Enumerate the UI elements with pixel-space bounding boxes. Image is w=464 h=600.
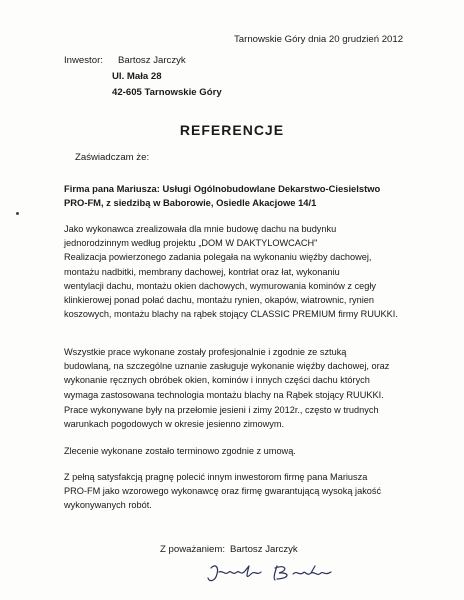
paragraph-scope [64,222,408,321]
text-line: koszowych, montażu blachy na rąbek stojący CLASSIC PREMIUM firmy RUUKKI. [64,309,398,320]
text-line: wymaga zastosowana technologia montażu blachy na Rąbek stojący RUUKKI. [64,389,384,400]
investor-label: Inwestor: [64,55,103,66]
handwritten-signature [205,558,345,595]
closing-regards: Z poważaniem: [160,544,226,555]
paragraph-recommendation [64,470,408,513]
firm-intro: Firma pana Mariusza: [64,183,160,194]
paragraph-timeliness [64,444,408,458]
investor-name: Bartosz Jarczyk [118,55,186,66]
text-line: montażu nadbitki, membrany dachowej, kontrłat oraz łat, wykonaniu [64,266,340,277]
firm-info [64,182,424,210]
text-line: Zlecenie wykonane zostało terminowo zgodnie z umową. [64,446,296,456]
investor-address-street: Ul. Mała 28 [112,71,162,82]
investor-address-city: 42-605 Tarnowskie Góry [112,87,222,98]
firm-services: Usługi Ogólnobudowlane Dekarstwo-Ciesielstwo [162,183,381,194]
text-line: budowlaną, na szczególne uznanie zasługuje wykonanie więźby dachowej, oraz [64,361,390,372]
text-line: Z pełną satysfakcją pragnę polecić innym inwestorom firmę pana Mariusza [64,472,368,482]
firm-address: PRO-FM, z siedzibą w Baborowie, Osiedle Akacjowe 14/1 [64,197,317,208]
text-line: Jako wykonawca zrealizowała dla mnie budowę dachu na budynku [64,224,337,234]
paragraph-quality [64,345,408,402]
text-line: warunkach pogodowych w okresie jesienno zimowym. [64,419,285,430]
text-line: Prace wykonywane były na przełomie jesieni i zimy 2012r., często w trudnych [64,405,379,415]
text-line: wykonanie ręcznych obróbek okien, kominów i innych części dachu których [64,375,370,386]
text-line: wentylacji dachu, montażu okien dachowych, wymurowania kominów z cegły [64,280,377,291]
closing-name: Bartosz Jarczyk [230,544,298,555]
text-line: wykonywanych robót. [64,500,152,511]
text-line: jednorodzinnym według projektu „DOM W DAKTYLOWCACH" [64,238,318,249]
text-line: klinkierowej ponad połać dachu, montażu rynien, okapów, wiatrownic, rynien [64,295,374,306]
text-line: Wszystkie prace wykonane zostały profesjonalnie i zgodnie ze sztuką [64,347,347,357]
document-title: REFERENCJE [179,122,285,138]
date-line: Tarnowskie Góry dnia 20 grudzień 2012 [234,34,404,45]
paragraph-conditions [64,403,408,431]
scan-speck [16,212,19,215]
text-line: PRO-FM jako wzorowego wykonawcę oraz firmę gwarantującą wysoką jakość [64,486,382,497]
certify-line: Zaświadczam że: [75,152,150,163]
text-line: Realizacja powierzonego zadania polegała na wykonaniu więźby dachowej, [64,252,372,263]
